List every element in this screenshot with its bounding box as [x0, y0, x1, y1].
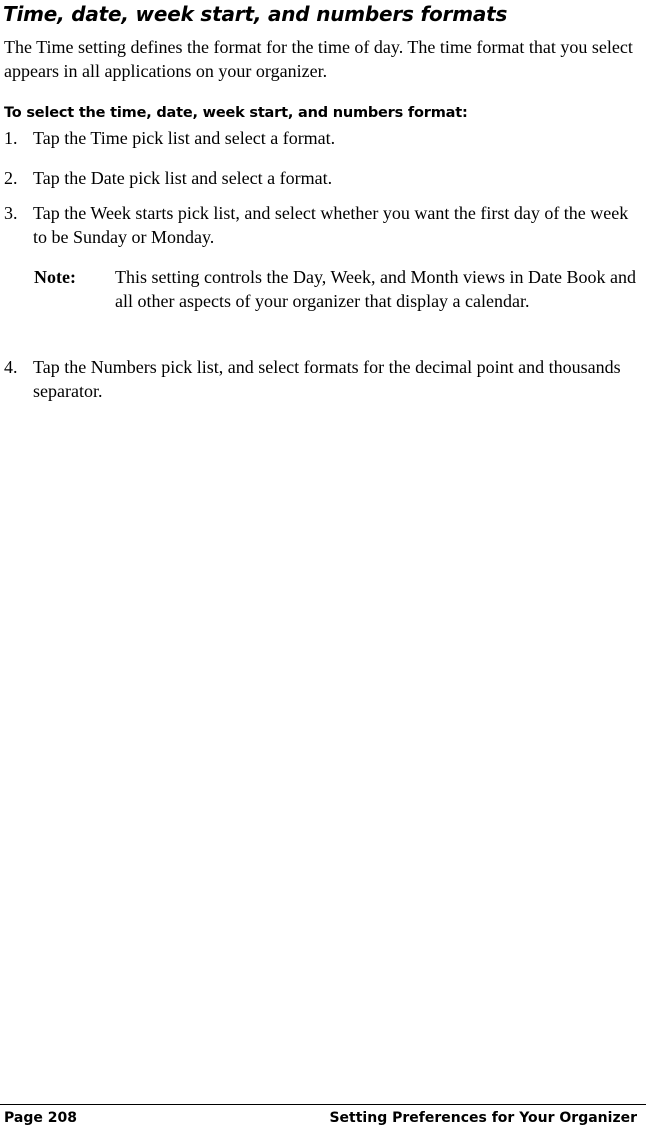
step-number: 3.: [4, 203, 18, 223]
step-text: Tap the Numbers pick list, and select formats for the decimal point and thousands separator.: [33, 357, 621, 401]
step-text: Tap the Week starts pick list, and select whether you want the first day of the week to be Sunday or Monday.: [33, 203, 629, 247]
procedure-step-2: [4, 166, 638, 190]
note-block: [34, 265, 638, 313]
step-number: 2.: [4, 168, 18, 188]
footer-chapter-title: Setting Preferences for Your Organizer: [329, 1110, 637, 1126]
procedure-step-4: [4, 355, 638, 403]
step-number: 4.: [4, 357, 18, 377]
step-text: Tap the Time pick list and select a format.: [33, 128, 336, 148]
footer-divider: [0, 1104, 646, 1105]
note-text: This setting controls the Day, Week, and Month views in Date Book and all other aspects of your organizer that display a calendar.: [115, 267, 636, 311]
procedure-step-1: [4, 126, 638, 150]
step-number: 1.: [4, 128, 18, 148]
section-heading: Time, date, week start, and numbers formats: [3, 2, 508, 26]
step-text: Tap the Date pick list and select a format.: [33, 168, 333, 188]
procedure-title: To select the time, date, week start, and numbers format:: [4, 105, 468, 121]
procedure-step-3: [4, 201, 638, 249]
intro-paragraph: The Time setting defines the format for the time of day. The time format that you select appears in all applications on your organizer.: [4, 37, 633, 81]
note-label: Note:: [34, 267, 76, 287]
footer-page-number: Page 208: [4, 1110, 77, 1126]
